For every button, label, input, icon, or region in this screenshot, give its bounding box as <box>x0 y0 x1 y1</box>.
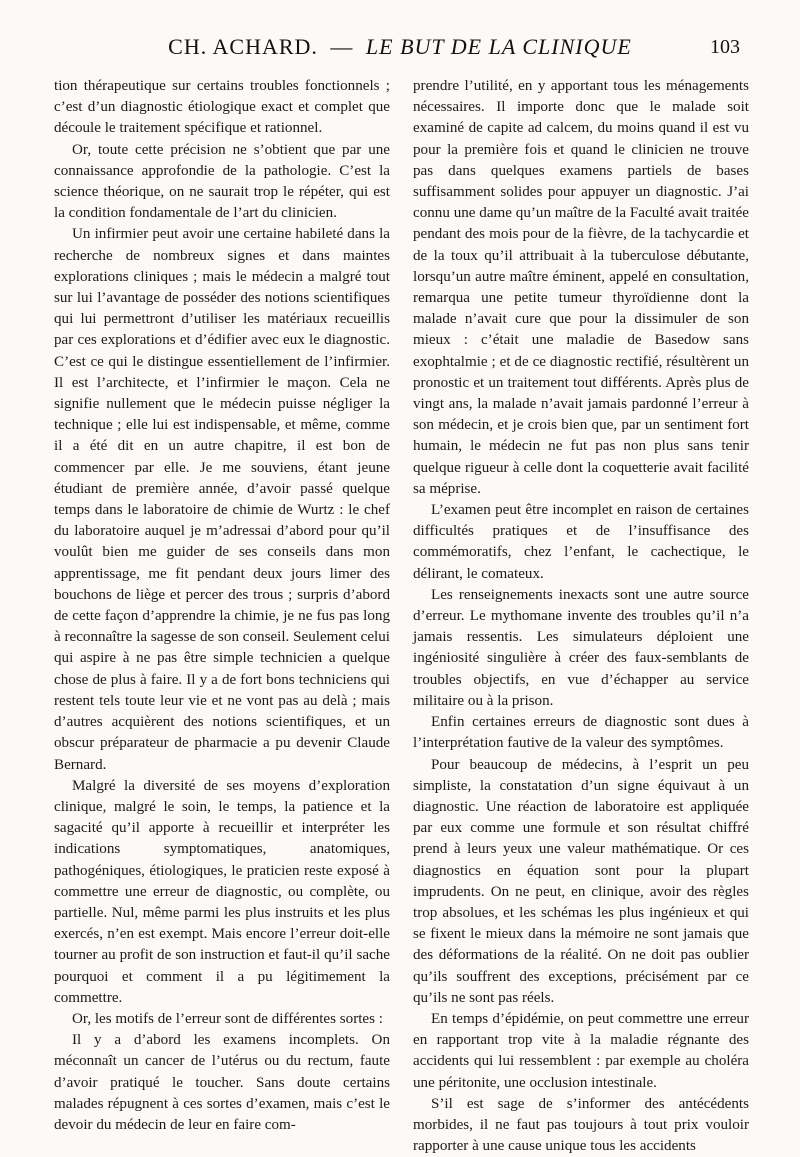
running-header <box>60 34 740 68</box>
header-author: CH. ACHARD. <box>168 34 318 59</box>
page-number: 103 <box>710 36 740 58</box>
paragraph: Malgré la diversité de ses moyens d’exploration clinique, malgré le soin, le temps, la patience et la sagacité qu’il apporte à recueillir et interpréter les indications symptomatiques, anatomiques, pathogéniques, étiologiques, le praticien reste exposé à commettre une erreur de diagnostic, ou complète, ou partielle. Nul, même parmi les plus instruits et les plus exercés, n’en est exempt. Mais encore l’erreur doit-elle tourner au profit de son instruction et faut-il qu’il sache pourquoi et comment il a pu légitimement la commettre. <box>54 777 390 1006</box>
paragraph: Un infirmier peut avoir une certaine habileté dans la recherche de nombreux signes et dans maintes explorations cliniques ; mais le médecin a malgré tout sur lui l’avantage de posséder des notions scientifiques qui lui permettront d’utiliser les matériaux recueillis par ces explorations et d’édifier avec eux le diagnostic. C’est ce qui le distingue essentiellement de l’infirmier. Il est l’architecte, et l’infirmier le maçon. Cela ne signifie nullement que le médecin puisse négliger la technique ; elle lui est indispensable, et même, comme il a été dit en un autre chapitre, il est bon de commencer par elle. Je me souviens, étant jeune étudiant de première année, d’avoir passé quelque temps dans le laboratoire de chimie de Wurtz : le chef du laboratoire auquel je m’adressai d’abord pour qu’il voulût bien me guider de ses conseils dans mon apprentissage, me fit pendant deux jours limer des bouchons de liège et percer des trous ; surpris d’abord de cette façon d’apprendre la chimie, je ne fus pas long à reconnaître la sagesse de son conseil. Seulement celui qui aspire à ne pas être simple technicien a quelque chose de plus à faire. Il y a de fort bons techniciens qui restent tels toute leur vie et ne vont pas au delà ; mais d’autres acquièrent des notions scientifiques, et un obscur préparateur de pharmacie a pu devenir Claude Bernard. <box>54 226 390 773</box>
paragraph: Pour beaucoup de médecins, à l’esprit un peu simpliste, la constatation d’un signe équivaut à un diagnostic. Une réaction de laboratoire est appliquée par eux comme une formule et son résultat chiffré prend à leurs yeux une valeur mathématique. Or ces diagnostics en équation sont pour la plupart imprudents. On ne peut, en clinique, avoir des règles trop absolues, et les schémas les plus ingénieux et qui se fixent le mieux dans la mémoire ne sont jamais que des déformations de la réalité. On ne doit pas oublier qu’ils souffrent des exceptions, précisément par ce qu’ils ne sont pas réels. <box>413 756 749 1006</box>
paragraph: L’examen peut être incomplet en raison de certaines difficultés pratiques et de l’insuffisance des commémoratifs, chez l’enfant, le cachectique, le délirant, le comateux. <box>413 502 749 582</box>
paragraph: Or, toute cette précision ne s’obtient que par une connaissance approfondie de la pathologie. C’est la science théorique, on ne saurait trop le répéter, qui est la condition fondamentale de l’art du clinicien. <box>54 141 390 222</box>
right-column <box>413 76 749 1157</box>
paragraph: prendre l’utilité, en y apportant tous les ménagements nécessaires. Il importe donc que le malade soit examiné de capite ad calcem, du moins quand il est vu pour la première fois et quand le clinicien ne trouve pas dans quelques examens partiels de bases suffisamment solides pour appuyer un diagnostic. J’ai connu une dame qu’un maître de la Faculté avait traitée pendant des mois pour de la fièvre, de la tachycardie et de la toux qu’il attribuait à la tuberculose débutante, lorsqu’un autre maître éminent, appelé en consultation, remarqua une petite tumeur thyroïdienne dont la malade n’avait cure que pour la dissimuler de son mieux : c’était une maladie de Basedow sans exophtalmie ; et de ce diagnostic rectifié, résultèrent un pronostic et un traitement tout différents. Après plus de vingt ans, la malade n’avait jamais pardonné l’erreur à son médecin, et je crois bien que, par un sentiment fort humain, le médecin ne fut pas non plus sans tenir quelque rigueur à celle dont la coquetterie avait facilité sa méprise. <box>413 78 749 497</box>
paragraph: En temps d’épidémie, on peut commettre une erreur en rapportant trop vite à la maladie régnante des accidents qui lui ressemblent : par exemple au choléra une péritonite, une occlusion intestinale. <box>413 1010 749 1091</box>
header-title: LE BUT DE LA CLINIQUE <box>365 34 632 59</box>
paragraph: Or, les motifs de l’erreur sont de différentes sortes : <box>72 1010 383 1027</box>
paragraph: Les renseignements inexacts sont une autre source d’erreur. Le mythomane invente des troubles qu’il n’a jamais ressentis. Les simulateurs déploient une ingéniosité singulière à créer des faux-semblants de troubles objectifs, en vue d’échapper au service militaire ou à la prison. <box>413 586 749 709</box>
left-column <box>54 76 390 1136</box>
paragraph: Il y a d’abord les examens incomplets. On méconnaît un cancer de l’utérus ou du rectum, faute d’avoir pratiqué le toucher. Sans doute certains malades répugnent à ces sortes d’examen, mais c’est le devoir du médecin de leur en faire com- <box>54 1032 390 1133</box>
paragraph: Enfin certaines erreurs de diagnostic sont dues à l’interprétation fautive de la valeur des symptômes. <box>413 714 749 752</box>
paragraph: tion thérapeutique sur certains troubles fonctionnels ; c’est d’un diagnostic étiologique exact et complet que découle le traitement spécifique et rationnel. <box>54 78 390 137</box>
paragraph: S’il est sage de s’informer des antécédents morbides, il ne faut pas toujours à tout prix vouloir rapporter à une cause unique tous les accidents <box>413 1095 749 1155</box>
header-separator: — <box>330 34 354 59</box>
